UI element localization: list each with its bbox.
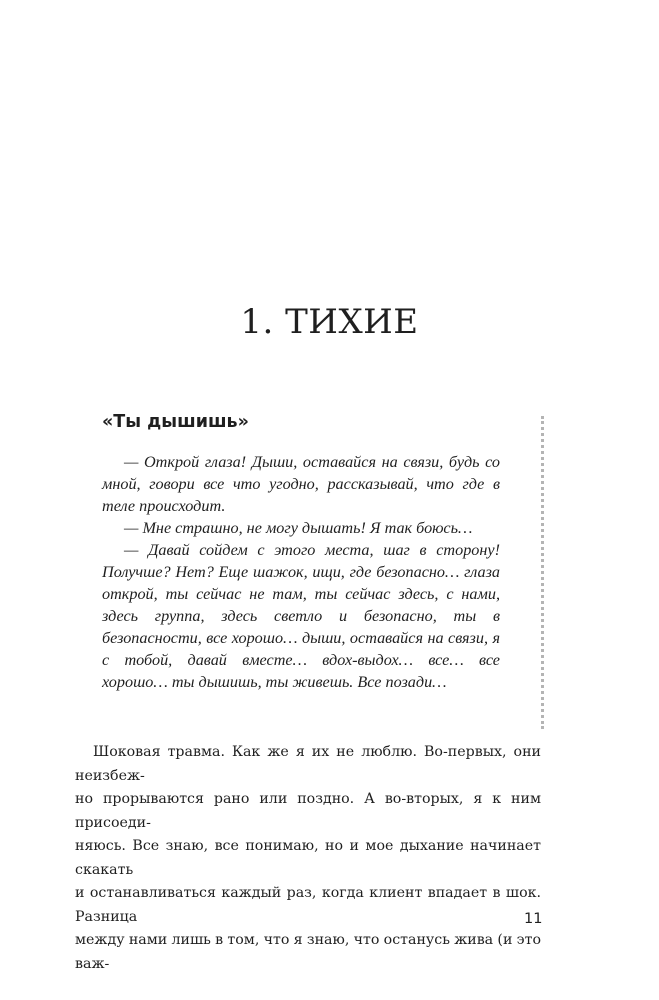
dialogue-line: — Давай сойдем с этого места, шаг в сторону! Получше? Нет? Еще шажок, ищи, где безопасно… глаза открой, ты сейчас не там, ты сейчас здесь, с нами, здесь группа, здесь светло и безопасно, ты в безопасности, все хорошо… дыши, оставайся на связи, я с тобой, давай вместе… вдох-выдох… все… все хорошо… ты дышишь, ты живешь. Все позади…: [102, 541, 500, 691]
page-number: 11: [524, 911, 543, 927]
chapter-title: 1. ТИХИЕ: [240, 302, 419, 342]
body-paragraph: [75, 741, 541, 976]
epigraph-block: [102, 412, 500, 693]
body-line: няюсь. Все знаю, все понимаю, но и мое дыхание начинает скакать: [75, 838, 541, 878]
dialogue-line: — Открой глаза! Дыши, оставайся на связи, будь со мной, говори все что угодно, рассказывай, что где в теле происходит.: [102, 453, 500, 515]
body-line: и останавливаться каждый раз, когда клиент впадает в шок. Разница: [75, 885, 541, 925]
body-line: Шоковая травма. Как же я их не люблю. Во-первых, они неизбеж-: [75, 744, 541, 784]
epigraph-title: «Ты дышишь»: [102, 412, 249, 432]
dialogue-line: — Мне страшно, не могу дышать! Я так боюсь…: [124, 519, 473, 537]
body-line: между нами лишь в том, что я знаю, что останусь жива (и это важ-: [75, 932, 541, 972]
body-line: но прорываются рано или поздно. А во-вторых, я к ним присоеди-: [75, 791, 541, 831]
epigraph-dotted-rule: [541, 416, 544, 729]
